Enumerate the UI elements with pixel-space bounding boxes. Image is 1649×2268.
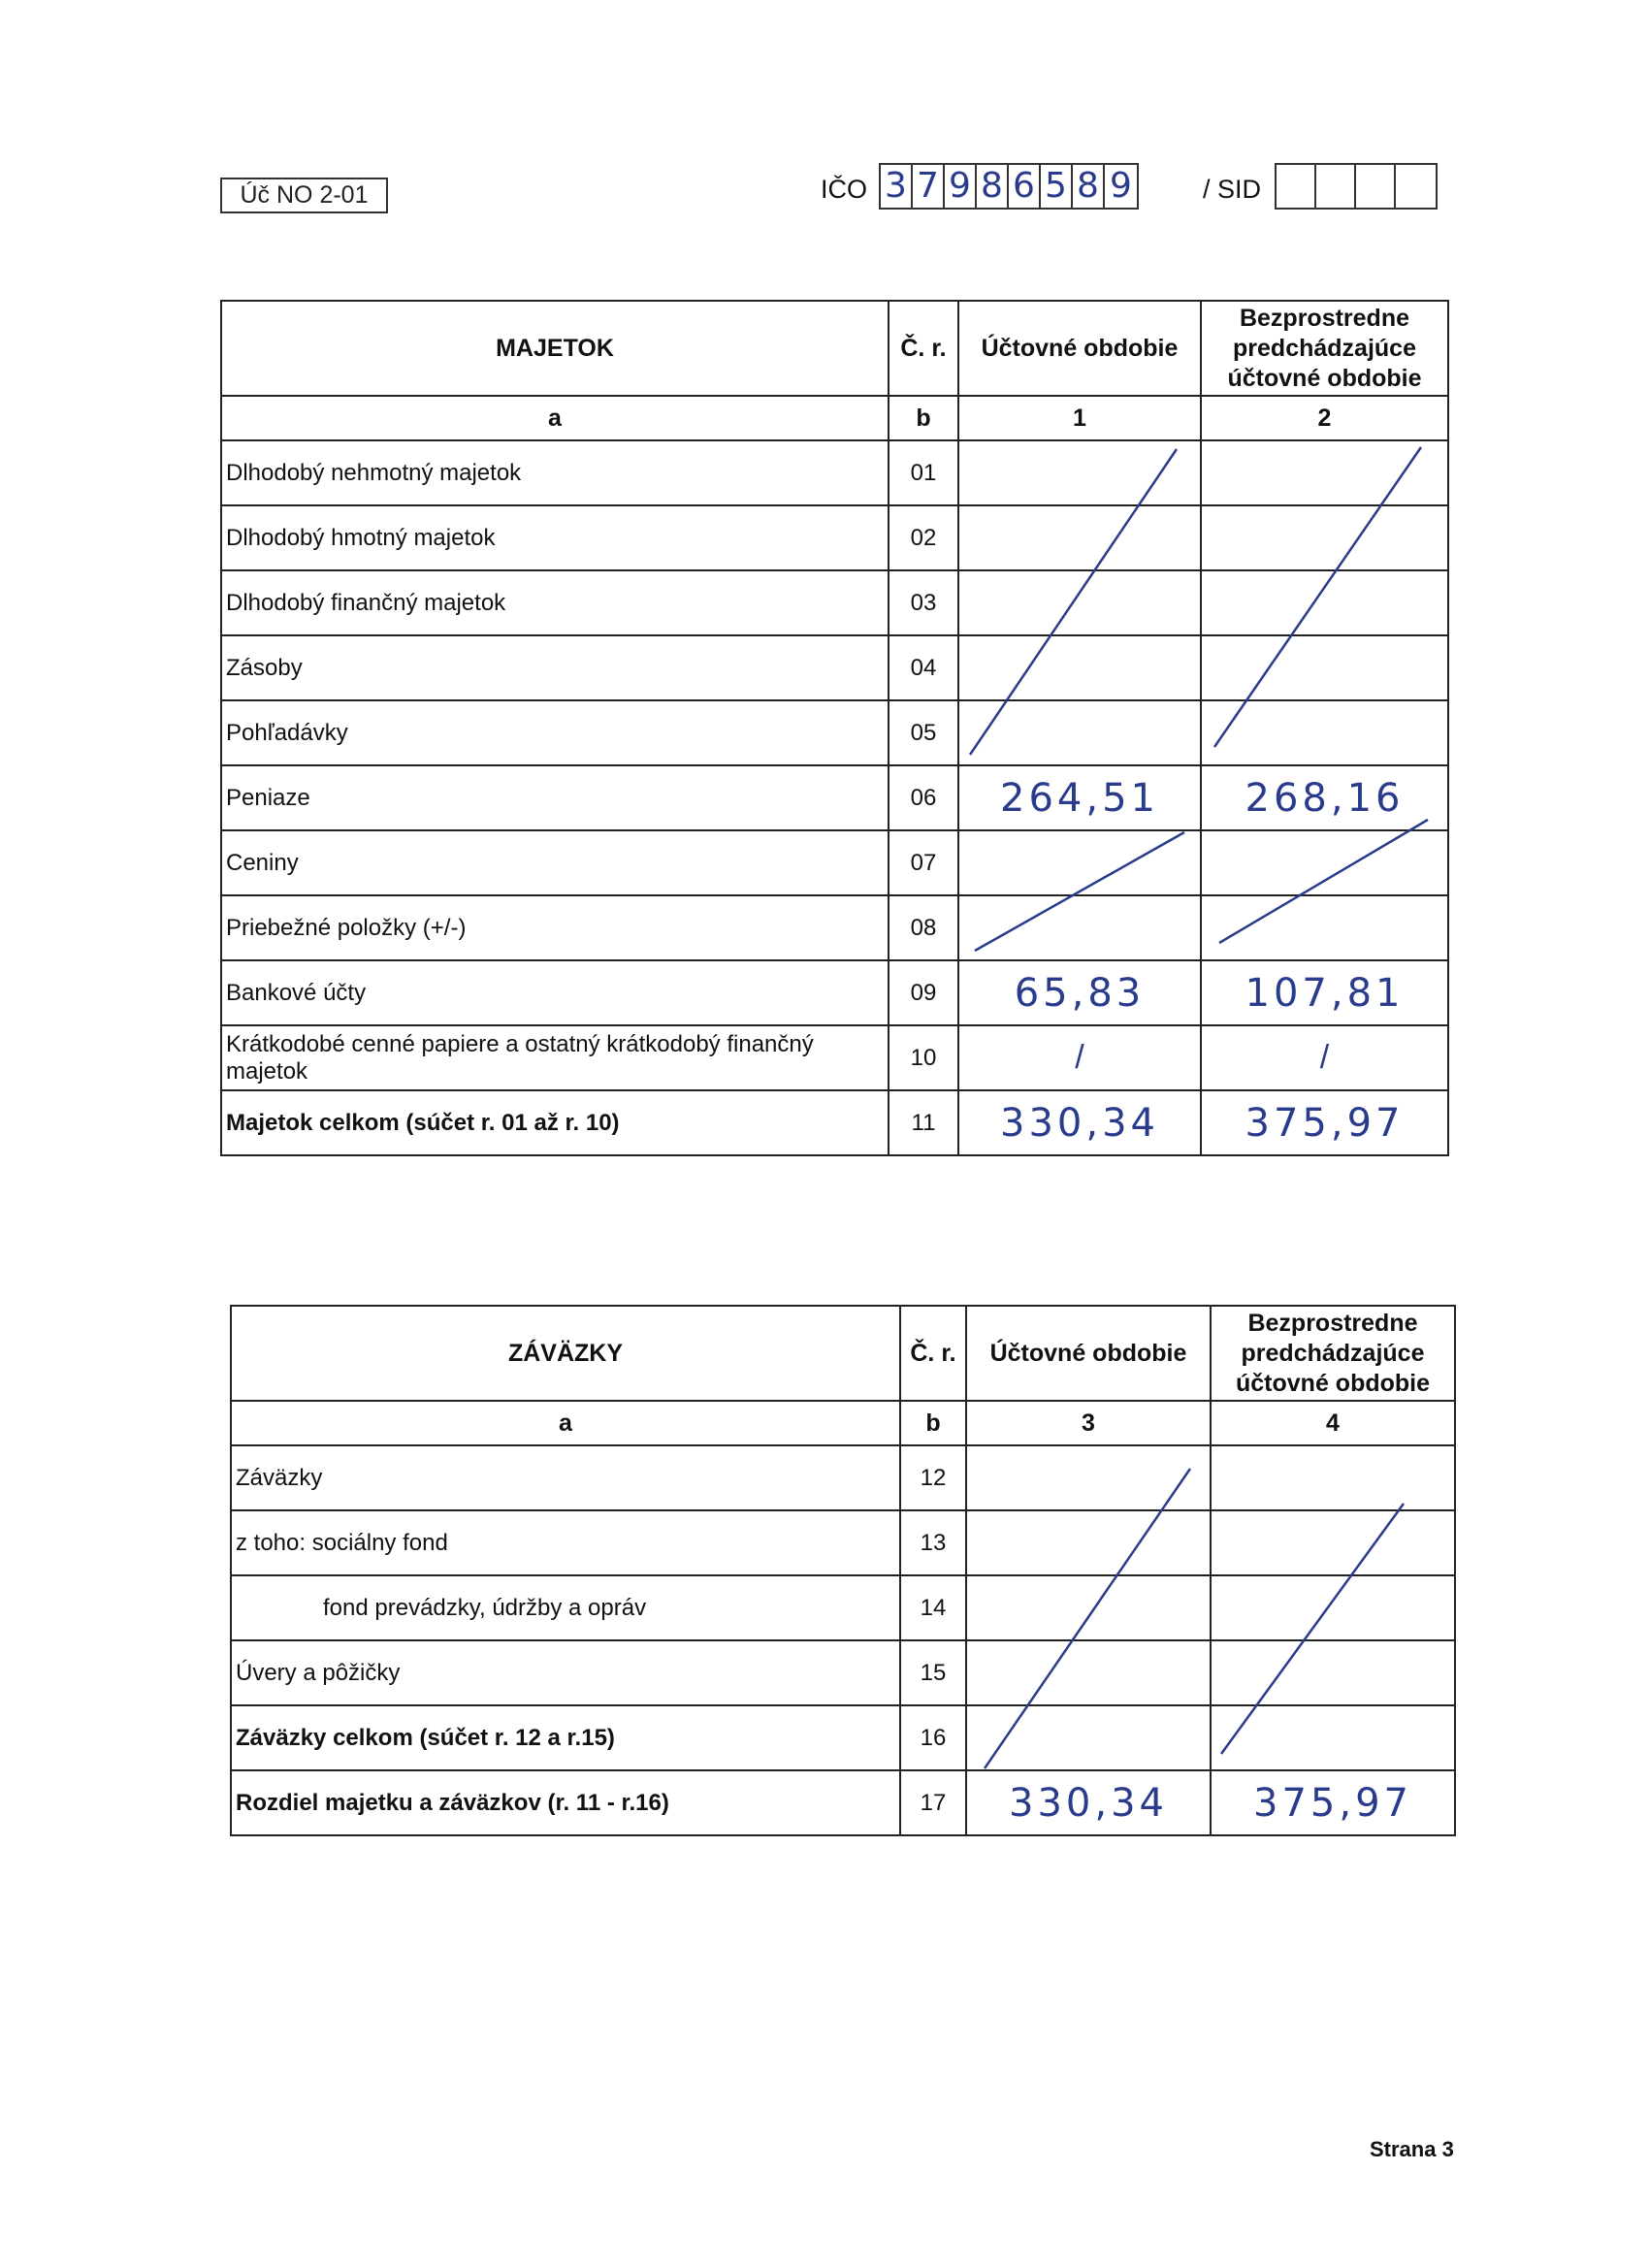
- table-row: [231, 1510, 1455, 1575]
- row-number: 15: [900, 1640, 966, 1705]
- ico-digit: 9: [1110, 166, 1132, 206]
- column-letter: 3: [966, 1401, 1211, 1445]
- sid-label: / SID: [1203, 175, 1262, 204]
- previous-period-header: Bezprostredne predchádzajúce účtovné obdobie: [1201, 301, 1448, 396]
- liabilities-title: ZÁVÄZKY: [231, 1306, 900, 1401]
- table-row: [221, 895, 1448, 960]
- value-previous[interactable]: [1201, 700, 1448, 765]
- value-previous[interactable]: [1211, 1510, 1455, 1575]
- liabilities-table: [230, 1305, 1456, 1836]
- value-current[interactable]: 330,34: [966, 1770, 1211, 1835]
- ico-digit: 3: [881, 165, 913, 208]
- column-letter: a: [231, 1401, 900, 1445]
- column-letter: b: [889, 396, 958, 440]
- period-header: Účtovné obdobie: [958, 301, 1201, 396]
- row-number: 08: [889, 895, 958, 960]
- sid-digit: [1396, 165, 1436, 208]
- row-label: Pohľadávky: [221, 700, 889, 765]
- table-row: [231, 1445, 1455, 1510]
- value-previous[interactable]: /: [1201, 1025, 1448, 1090]
- row-label: Majetok celkom (súčet r. 01 až r. 10): [221, 1090, 889, 1155]
- row-number: 13: [900, 1510, 966, 1575]
- previous-period-header: Bezprostredne predchádzajúce účtovné obdobie: [1211, 1306, 1455, 1401]
- value-current[interactable]: [966, 1575, 1211, 1640]
- table-row: [231, 1770, 1455, 1835]
- value-previous[interactable]: [1201, 505, 1448, 570]
- value-previous[interactable]: 268,16: [1201, 765, 1448, 830]
- row-number: 05: [889, 700, 958, 765]
- value-current[interactable]: [966, 1445, 1211, 1510]
- row-number-header: Č. r.: [889, 301, 958, 396]
- row-number: 06: [889, 765, 958, 830]
- value-current[interactable]: [966, 1640, 1211, 1705]
- value-current[interactable]: /: [958, 1025, 1201, 1090]
- ico-digit: 6: [1009, 165, 1041, 208]
- sid-digit: [1356, 165, 1396, 208]
- column-letter: 1: [958, 396, 1201, 440]
- table-row: [231, 1640, 1455, 1705]
- row-number-header: Č. r.: [900, 1306, 966, 1401]
- row-label: Bankové účty: [221, 960, 889, 1025]
- row-number: 07: [889, 830, 958, 895]
- row-number: 12: [900, 1445, 966, 1510]
- value-current[interactable]: [958, 830, 1201, 895]
- row-label: Zásoby: [221, 635, 889, 700]
- row-label: Priebežné položky (+/-): [221, 895, 889, 960]
- row-number: 16: [900, 1705, 966, 1770]
- row-number: 04: [889, 635, 958, 700]
- table-row: [221, 960, 1448, 1025]
- row-label: Úvery a pôžičky: [231, 1640, 900, 1705]
- ico-digit: 8: [1073, 165, 1105, 208]
- column-letter: b: [900, 1401, 966, 1445]
- table-row: [231, 1575, 1455, 1640]
- row-label: Záväzky: [231, 1445, 900, 1510]
- table-row: [231, 1705, 1455, 1770]
- row-label: Dlhodobý finančný majetok: [221, 570, 889, 635]
- ico-digit: 7: [913, 165, 945, 208]
- row-number: 09: [889, 960, 958, 1025]
- value-current[interactable]: [958, 700, 1201, 765]
- row-number: 03: [889, 570, 958, 635]
- ico-digit: 9: [945, 165, 977, 208]
- sid-field[interactable]: [1275, 163, 1438, 210]
- value-previous[interactable]: 375,97: [1201, 1090, 1448, 1155]
- sid-digit: [1277, 165, 1316, 208]
- column-letter: 4: [1211, 1401, 1455, 1445]
- table-row: [221, 1090, 1448, 1155]
- value-previous[interactable]: [1211, 1705, 1455, 1770]
- value-previous[interactable]: [1201, 570, 1448, 635]
- row-label: Krátkodobé cenné papiere a ostatný krátkodobý finančný majetok: [221, 1025, 889, 1090]
- ico-label: IČO: [821, 175, 868, 204]
- value-current[interactable]: [958, 505, 1201, 570]
- form-code: Úč NO 2-01: [220, 178, 388, 213]
- ico-digit: 8: [977, 165, 1009, 208]
- row-number: 17: [900, 1770, 966, 1835]
- row-label: Záväzky celkom (súčet r. 12 a r.15): [231, 1705, 900, 1770]
- column-letter: a: [221, 396, 889, 440]
- value-current[interactable]: 330,34: [958, 1090, 1201, 1155]
- value-current[interactable]: [966, 1705, 1211, 1770]
- assets-table: [220, 300, 1449, 1156]
- row-number: 01: [889, 440, 958, 505]
- value-current[interactable]: [958, 895, 1201, 960]
- ico-digit: 5: [1041, 165, 1073, 208]
- table-row: [221, 440, 1448, 505]
- value-current[interactable]: 65,83: [958, 960, 1201, 1025]
- value-current[interactable]: [958, 570, 1201, 635]
- value-previous[interactable]: [1211, 1575, 1455, 1640]
- row-label: Peniaze: [221, 765, 889, 830]
- value-previous[interactable]: [1201, 440, 1448, 505]
- value-previous[interactable]: 107,81: [1201, 960, 1448, 1025]
- row-label: z toho: sociálny fond: [231, 1510, 900, 1575]
- row-number: 10: [889, 1025, 958, 1090]
- value-current[interactable]: [966, 1510, 1211, 1575]
- value-previous[interactable]: [1201, 830, 1448, 895]
- table-row: [221, 505, 1448, 570]
- table-row: [221, 765, 1448, 830]
- value-current[interactable]: 264,51: [958, 765, 1201, 830]
- table-row: [221, 570, 1448, 635]
- value-previous[interactable]: [1211, 1640, 1455, 1705]
- table-row: [221, 635, 1448, 700]
- value-previous[interactable]: [1201, 635, 1448, 700]
- value-current[interactable]: [958, 440, 1201, 505]
- period-header: Účtovné obdobie: [966, 1306, 1211, 1401]
- table-row: [221, 830, 1448, 895]
- row-number: 11: [889, 1090, 958, 1155]
- value-previous[interactable]: [1211, 1445, 1455, 1510]
- ico-field[interactable]: [879, 163, 1139, 210]
- table-row: [221, 1025, 1448, 1090]
- row-label: fond prevádzky, údržby a opráv: [231, 1575, 900, 1640]
- row-label: Rozdiel majetku a záväzkov (r. 11 - r.16): [231, 1770, 900, 1835]
- value-previous[interactable]: [1201, 895, 1448, 960]
- row-label: Dlhodobý nehmotný majetok: [221, 440, 889, 505]
- table-row: [221, 700, 1448, 765]
- column-letter: 2: [1201, 396, 1448, 440]
- row-number: 14: [900, 1575, 966, 1640]
- sid-digit: [1316, 165, 1356, 208]
- row-label: Dlhodobý hmotný majetok: [221, 505, 889, 570]
- value-previous[interactable]: 375,97: [1211, 1770, 1455, 1835]
- row-label: Ceniny: [221, 830, 889, 895]
- page-number: Strana 3: [1370, 2137, 1454, 2161]
- value-current[interactable]: [958, 635, 1201, 700]
- assets-title: MAJETOK: [221, 301, 889, 396]
- row-number: 02: [889, 505, 958, 570]
